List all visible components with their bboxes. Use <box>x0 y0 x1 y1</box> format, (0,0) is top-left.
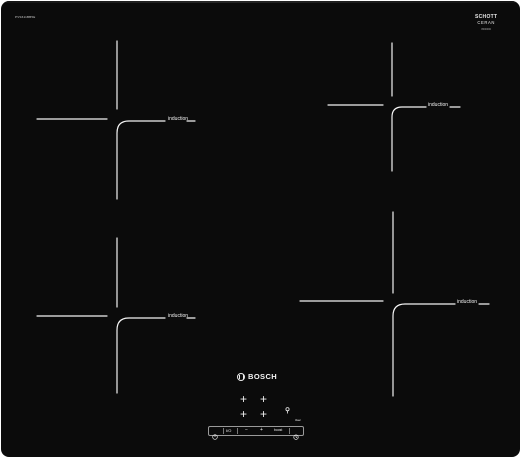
key-icon[interactable] <box>284 402 291 418</box>
glass-maker-logo <box>475 14 497 31</box>
model-code: PVS611BB5E <box>15 15 36 19</box>
cooktop-glass <box>1 1 520 457</box>
zone-label-front-right: induction <box>457 299 478 305</box>
cooking-zone-markings <box>1 1 520 457</box>
zone-label-rear-right: induction <box>428 102 449 108</box>
zone-front-left-corner-line <box>117 318 165 393</box>
brand-name: BOSCH <box>248 372 278 381</box>
zone-label-front-left: induction <box>168 116 189 122</box>
zone-label-rear-left: induction <box>168 313 189 319</box>
glass-maker-line3: 8000000 <box>481 28 492 31</box>
control-bar <box>208 426 304 436</box>
zone-rear-right-corner-line <box>392 107 426 171</box>
plus-button[interactable]: + <box>260 427 263 433</box>
power-icon[interactable] <box>212 428 218 444</box>
child-lock-hold-label: 3sec <box>295 418 301 422</box>
zone-front-right-corner-line <box>393 304 455 396</box>
zone-select-front-left-button[interactable]: + <box>240 407 248 421</box>
zone-rear-left-corner-line <box>117 121 165 199</box>
zone-select-front-right-button[interactable]: + <box>260 407 268 421</box>
minus-button[interactable]: − <box>245 427 248 433</box>
zone-select-rear-left-button[interactable]: + <box>240 392 248 406</box>
zone-select-rear-right-button[interactable]: + <box>260 392 268 406</box>
glass-maker-line2: CERAN <box>477 20 496 25</box>
boost-button[interactable]: boost <box>274 428 283 432</box>
brand-logo <box>237 372 277 381</box>
on-off-label[interactable]: I/O <box>226 428 232 433</box>
timer-icon[interactable] <box>293 428 299 444</box>
glass-maker-line1: SCHOTT <box>475 14 498 20</box>
bosch-armature-icon <box>237 373 245 381</box>
